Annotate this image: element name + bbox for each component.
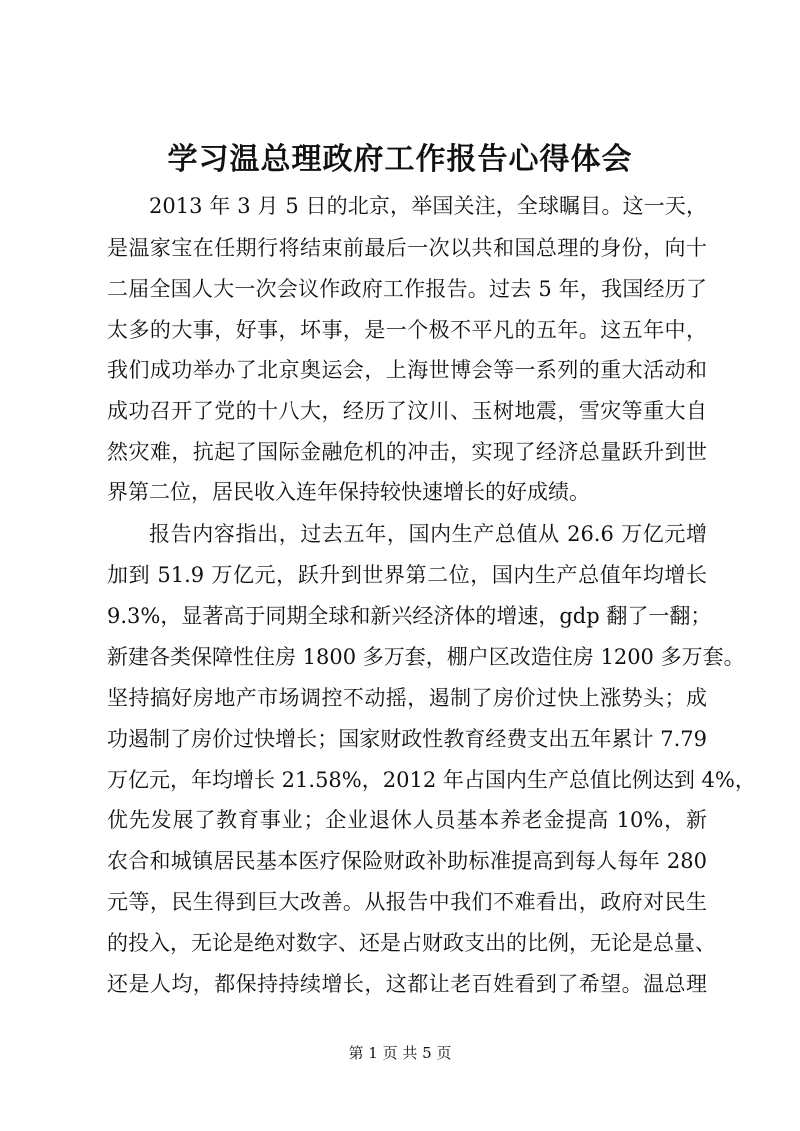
- document-title: 学习温总理政府工作报告心得体会: [167, 142, 633, 177]
- text-line: 二届全国人大一次会议作政府工作报告。过去 5 年，我国经历了: [107, 277, 707, 301]
- text-line: 的投入，无论是绝对数字、还是占财政支出的比例，无论是总量、: [107, 931, 716, 955]
- text-line: 我们成功举办了北京奥运会，上海世博会等一系列的重大活动和: [107, 358, 707, 382]
- text-line: 万亿元，年均增长 21.58%，2012 年占国内生产总值比例达到 4%，: [107, 768, 756, 792]
- page-footer: 第 1 页 共 5 页: [348, 1044, 452, 1062]
- text-line: 是温家宝在任期行将结束前最后一次以共和国总理的身份，向十: [107, 236, 707, 260]
- text-line: 然灾难，抗起了国际金融危机的冲击，实现了经济总量跃升到世: [107, 440, 707, 464]
- text-line: 太多的大事，好事，坏事，是一个极不平凡的五年。这五年中，: [107, 318, 707, 342]
- text-line: 报告内容指出，过去五年，国内生产总值从 26.6 万亿元增: [149, 522, 707, 546]
- text-line: 功遏制了房价过快增长；国家财政性教育经费支出五年累计 7.79: [107, 727, 707, 751]
- text-line: 农合和城镇居民基本医疗保险财政补助标准提高到每人每年 280: [107, 849, 707, 873]
- text-line: 还是人均，都保持持续增长，这都让老百姓看到了希望。温总理: [107, 972, 707, 996]
- text-line: 界第二位，居民收入连年保持较快速增长的好成绩。: [107, 480, 590, 504]
- text-line: 加到 51.9 万亿元，跃升到世界第二位，国内生产总值年均增长: [107, 563, 707, 587]
- text-line: 元等，民生得到巨大改善。从报告中我们不难看出，政府对民生: [107, 890, 707, 914]
- text-line: 新建各类保障性住房 1800 多万套，棚户区改造住房 1200 多万套。: [107, 645, 745, 669]
- text-line: 坚持搞好房地产市场调控不动摇，遏制了房价过快上涨势头；成: [107, 686, 707, 710]
- text-line: 2013 年 3 月 5 日的北京，举国关注，全球瞩目。这一天，: [149, 194, 707, 218]
- text-line: 优先发展了教育事业；企业退休人员基本养老金提高 10%，新: [107, 808, 707, 832]
- text-line: 成功召开了党的十八大，经历了汶川、玉树地震，雪灾等重大自: [107, 399, 707, 423]
- text-line: 9.3%，显著高于同期全球和新兴经济体的增速，gdp 翻了一翻；: [107, 604, 712, 628]
